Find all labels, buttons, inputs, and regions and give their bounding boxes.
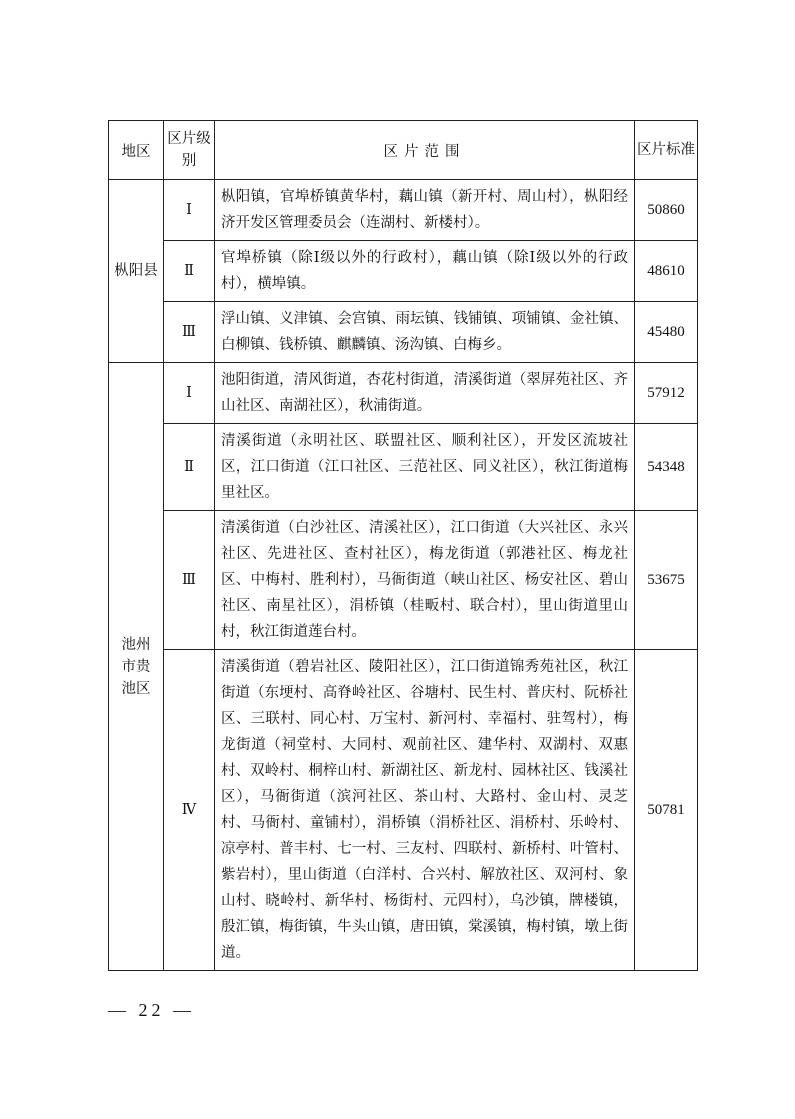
standard-cell: 54348 — [635, 424, 698, 511]
header-standard: 区片标准 — [635, 121, 698, 180]
header-row — [109, 121, 698, 180]
table-row — [109, 180, 698, 241]
scope-cell: 浮山镇、义津镇、会宫镇、雨坛镇、钱铺镇、项铺镇、金社镇、白柳镇、钱桥镇、麒麟镇、汤沟镇、白梅乡。 — [215, 302, 635, 363]
level-cell: Ⅱ — [164, 424, 215, 511]
standard-cell: 45480 — [635, 302, 698, 363]
table-row — [109, 424, 698, 511]
scope-cell: 池阳街道，清风街道，杏花村街道，清溪街道（翠屏苑社区、齐山社区、南湖社区），秋浦街道。 — [215, 363, 635, 424]
header-scope: 区片范围 — [215, 121, 635, 180]
level-cell: Ⅰ — [164, 180, 215, 241]
area-cell: 枞阳县 — [109, 180, 164, 363]
table-row — [109, 302, 698, 363]
scope-cell: 官埠桥镇（除Ⅰ级以外的行政村），藕山镇（除Ⅰ级以外的行政村），横埠镇。 — [215, 241, 635, 302]
scope-cell: 清溪街道（碧岩社区、陵阳社区），江口街道锦秀苑社区，秋江街道（东埂村、高脊岭社区、谷塘村、民生村、普庆村、阮桥社区、三联村、同心村、万宝村、新河村、幸福村、驻驾村），梅龙街道（祠堂村、大同村、观前社区、建华村、双湖村、双惠村、双岭村、桐梓山村、新湖社区、新龙村、园林社区、钱溪社区），马衙街道（滨河社区、茶山村、大路村、金山村、灵芝村、马衙村、童铺村），涓桥镇（涓桥社区、涓桥村、乐岭村、凉亭村、普丰村、七一村、三友村、四联村、新桥村、叶管村、紫岩村），里山街道（白洋村、合兴村、解放社区、双河村、象山村、晓岭村、新华村、杨街村、元四村），乌沙镇，牌楼镇，殷汇镇，梅街镇，牛头山镇，唐田镇，棠溪镇，梅村镇，墩上街道。 — [215, 650, 635, 971]
page-number: — 22 — — [108, 1000, 195, 1020]
area-cell: 池州市贵池区 — [109, 363, 164, 971]
level-cell: Ⅲ — [164, 302, 215, 363]
level-cell: Ⅲ — [164, 511, 215, 650]
header-level: 区片级别 — [164, 121, 215, 180]
level-cell: Ⅳ — [164, 650, 215, 971]
standard-cell: 57912 — [635, 363, 698, 424]
scope-cell: 清溪街道（白沙社区、清溪社区），江口街道（大兴社区、永兴社区、先进社区、查村社区），梅龙街道（郭港社区、梅龙社区、中梅村、胜利村），马衙街道（峡山社区、杨安社区、碧山社区、南星社区），涓桥镇（桂畈村、联合村），里山街道里山村，秋江街道莲台村。 — [215, 511, 635, 650]
scope-cell: 枞阳镇，官埠桥镇黄华村，藕山镇（新开村、周山村），枞阳经济开发区管理委员会（连湖村、新楼村）。 — [215, 180, 635, 241]
table-row — [109, 511, 698, 650]
table-row — [109, 650, 698, 971]
level-cell: Ⅰ — [164, 363, 215, 424]
land-zone-table — [108, 120, 698, 971]
standard-cell: 50781 — [635, 650, 698, 971]
header-area: 地区 — [109, 121, 164, 180]
standard-cell: 50860 — [635, 180, 698, 241]
scope-cell: 清溪街道（永明社区、联盟社区、顺利社区），开发区流坡社区，江口街道（江口社区、三范社区、同义社区），秋江街道梅里社区。 — [215, 424, 635, 511]
table-row — [109, 363, 698, 424]
table-row — [109, 241, 698, 302]
standard-cell: 53675 — [635, 511, 698, 650]
standard-cell: 48610 — [635, 241, 698, 302]
level-cell: Ⅱ — [164, 241, 215, 302]
